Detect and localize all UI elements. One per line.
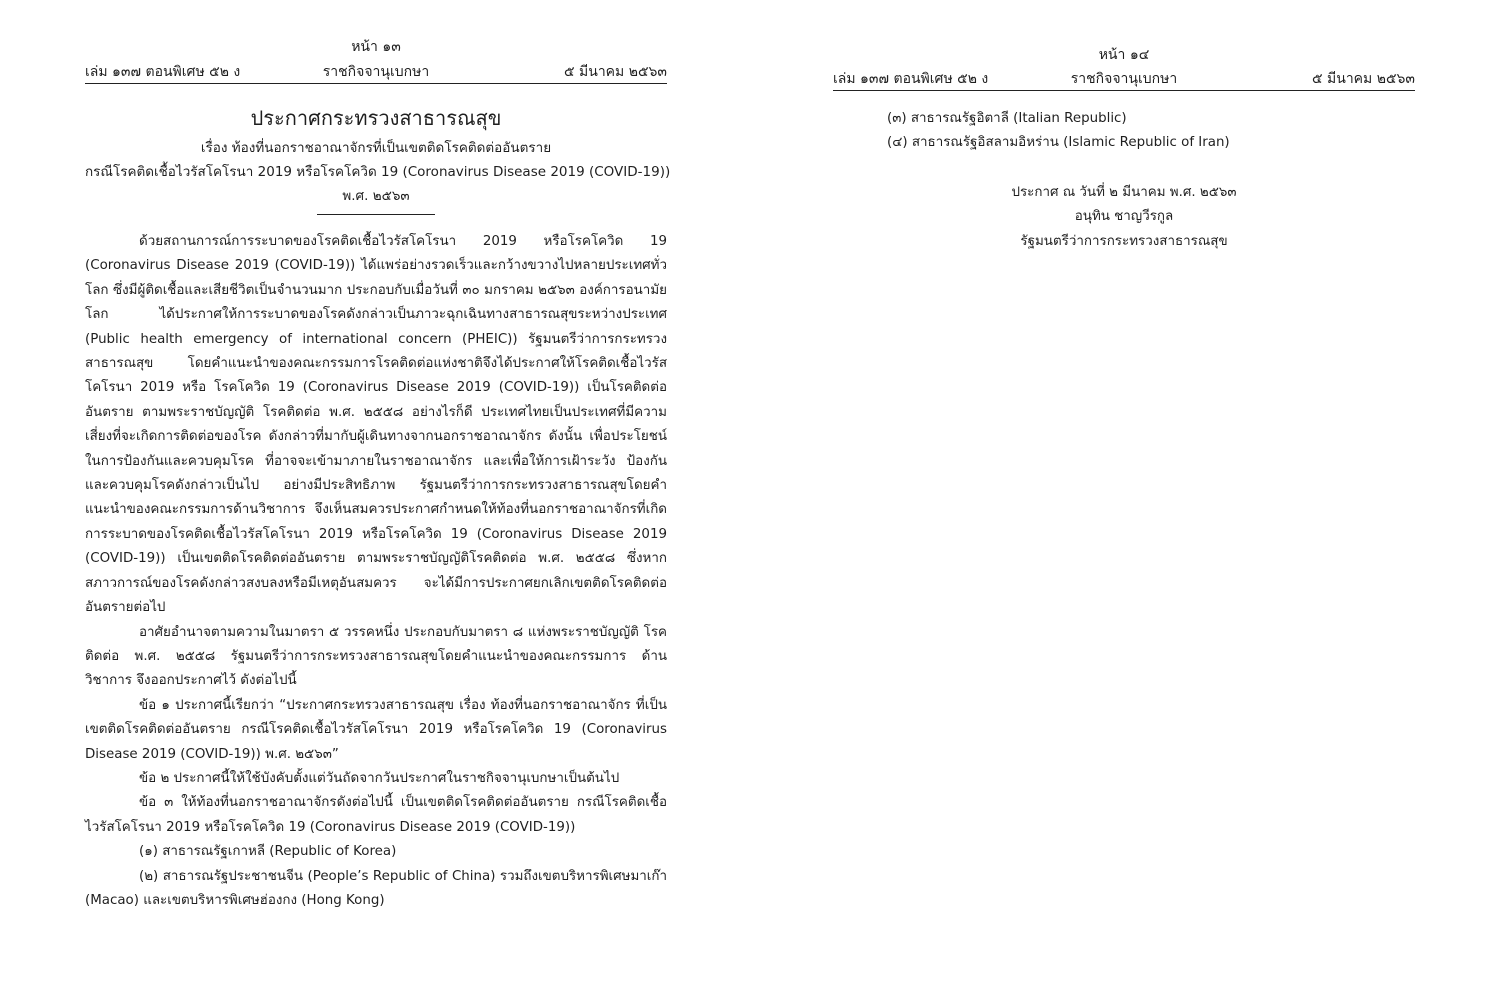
announcement-date: ประกาศ ณ วันที่ ๒ มีนาคม พ.ศ. ๒๕๖๓ — [1011, 185, 1237, 200]
announcement-subject-case: กรณีโรคติดเชื้อไวรัสโคโรนา 2019 หรือโรคโควิด 19 (Coronavirus Disease 2019 (COVID-19)) — [85, 164, 671, 180]
preamble-paragraph: ด้วยสถานการณ์การระบาดของโรคติดเชื้อไวรัสโคโรนา 2019 หรือโรคโควิด 19 (Coronavirus Disease 2019 (COVID-19)) ได้แพร่อย่างรวดเร็วและกว้างขวางไปหลายประเทศทั่วโลก ซึ่งมีผู้ติดเชื้อและเสียชีวิตเป็นจำนวนมาก ประกอบกับเมื่อวันที่ ๓๐ มกราคม ๒๕๖๓ องค์การอนามัยโลก ได้ประกาศให้การระบาดของโรคดังกล่าวเป็นภาวะฉุกเฉินทางสาธารณสุขระหว่างประเทศ (Public health emergency of international concern (PHEIC)) รัฐมนตรีว่าการกระทรวงสาธารณสุข โดยคำแนะนำของคณะกรรมการโรคติดต่อแห่งชาติจึงได้ประกาศให้โรคติดเชื้อไวรัสโคโรนา 2019 หรือ โรคโควิด 19 (Coronavirus Disease 2019 (COVID-19)) เป็นโรคติดต่ออันตราย ตามพระราชบัญญัติ โรคติดต่อ พ.ศ. ๒๕๕๘ อย่างไรก็ดี ประเทศไทยเป็นประเทศที่มีความเสี่ยงที่จะเกิดการติดต่อของโรค ดังกล่าวที่มากับผู้เดินทางจากนอกราชอาณาจักร ดังนั้น เพื่อประโยชน์ในการป้องกันและควบคุมโรค ที่อาจจะเข้ามาภายในราชอาณาจักร และเพื่อให้การเฝ้าระวัง ป้องกัน และควบคุมโรคดังกล่าวเป็นไป อย่างมีประสิทธิภาพ รัฐมนตรีว่าการกระทรวงสาธารณสุขโดยคำแนะนำของคณะกรรมการด้านวิชาการ จึงเห็นสมควรประกาศกำหนดให้ท้องที่นอกราชอาณาจักรที่เกิดการระบาดของโรคติดเชื้อไวรัสโคโรนา 2019 หรือโรคโควิด 19 (Coronavirus Disease 2019 (COVID-19)) เป็นเขตติดโรคติดต่ออันตราย ตามพระราชบัญญัติโรคติดต่อ พ.ศ. ๒๕๕๘ ซึ่งหากสภาวการณ์ของโรคดังกล่าวสงบลงหรือมีเหตุอันสมควร จะได้มีการประกาศยกเลิกเขตติดโรคติดต่ออันตรายต่อไป — [85, 234, 667, 616]
clause-1: ข้อ ๑ ประกาศนี้เรียกว่า “ประกาศกระทรวงสาธารณสุข เรื่อง ท้องที่นอกราชอาณาจักร ที่เป็นเขตติดโรคติดต่ออันตราย กรณีโรคติดเชื้อไวรัสโคโรนา 2019 หรือโรคโควิด 19 (Coronavirus Disease 2019 (COVID-19)) พ.ศ. ๒๕๖๓” — [85, 697, 667, 762]
signature-block — [833, 181, 1415, 254]
area-item-4: (๔) สาธารณรัฐอิสลามอิหร่าน (Islamic Republic of Iran) — [887, 135, 1230, 151]
area-item-2: (๒) สาธารณรัฐประชาชนจีน (People’s Republic of China) รวมถึงเขตบริหารพิเศษมาเก๊า (Macao) และเขตบริหารพิเศษฮ่องกง (Hong Kong) — [85, 868, 667, 908]
area-item-3: (๓) สาธารณรัฐอิตาลี (Italian Republic) — [887, 111, 1127, 126]
area-list-continued — [833, 107, 1415, 156]
page-number: หน้า ๑๔ — [1098, 47, 1150, 63]
area-item-1: (๑) สาธารณรัฐเกาหลี (Republic of Korea) — [139, 844, 397, 860]
gazette-header — [833, 68, 1415, 91]
volume-info: เล่ม ๑๓๗ ตอนพิเศษ ๕๒ ง — [85, 64, 241, 80]
gazette-date: ๕ มีนาคม ๒๕๖๓ — [1311, 71, 1415, 87]
gazette-header — [85, 61, 667, 84]
announcement-body — [85, 230, 667, 913]
announcement-title-block — [85, 104, 671, 215]
gazette-name: ราชกิจจานุเบกษา — [1070, 71, 1178, 87]
gazette-name: ราชกิจจานุเบกษา — [322, 64, 430, 80]
page-number: หน้า ๑๓ — [351, 39, 401, 55]
announcement-title: ประกาศกระทรวงสาธารณสุข — [250, 106, 502, 130]
volume-info: เล่ม ๑๓๗ ตอนพิเศษ ๕๒ ง — [833, 71, 989, 87]
announcement-subject: เรื่อง ท้องที่นอกราชอาณาจักรที่เป็นเขตติดโรคติดต่ออันตราย — [200, 140, 552, 156]
gazette-date: ๕ มีนาคม ๒๕๖๓ — [563, 64, 667, 80]
title-divider — [317, 214, 435, 215]
signer-title: รัฐมนตรีว่าการกระทรวงสาธารณสุข — [1020, 233, 1228, 249]
authority-paragraph: อาศัยอำนาจตามความในมาตรา ๕ วรรคหนึ่ง ประกอบกับมาตรา ๘ แห่งพระราชบัญญัติ โรคติดต่อ พ.ศ. ๒๕๕๘ รัฐมนตรีว่าการกระทรวงสาธารณสุขโดยคำแนะนำของคณะกรรมการ ด้านวิชาการ จึงออกประกาศไว้ ดังต่อไปนี้ — [85, 624, 667, 689]
clause-3: ข้อ ๓ ให้ท้องที่นอกราชอาณาจักรดังต่อไปนี้ เป็นเขตติดโรคติดต่ออันตราย กรณีโรคติดเชื้อ ไวรัสโคโรนา 2019 หรือโรคโควิด 19 (Coronavirus Disease 2019 (COVID-19)) — [85, 795, 667, 835]
announcement-year: พ.ศ. ๒๕๖๓ — [342, 188, 410, 204]
signer-name: อนุทิน ชาญวีรกูล — [1074, 209, 1174, 225]
clause-2: ข้อ ๒ ประกาศนี้ให้ใช้บังคับตั้งแต่วันถัดจากวันประกาศในราชกิจจานุเบกษาเป็นต้นไป — [139, 770, 620, 786]
